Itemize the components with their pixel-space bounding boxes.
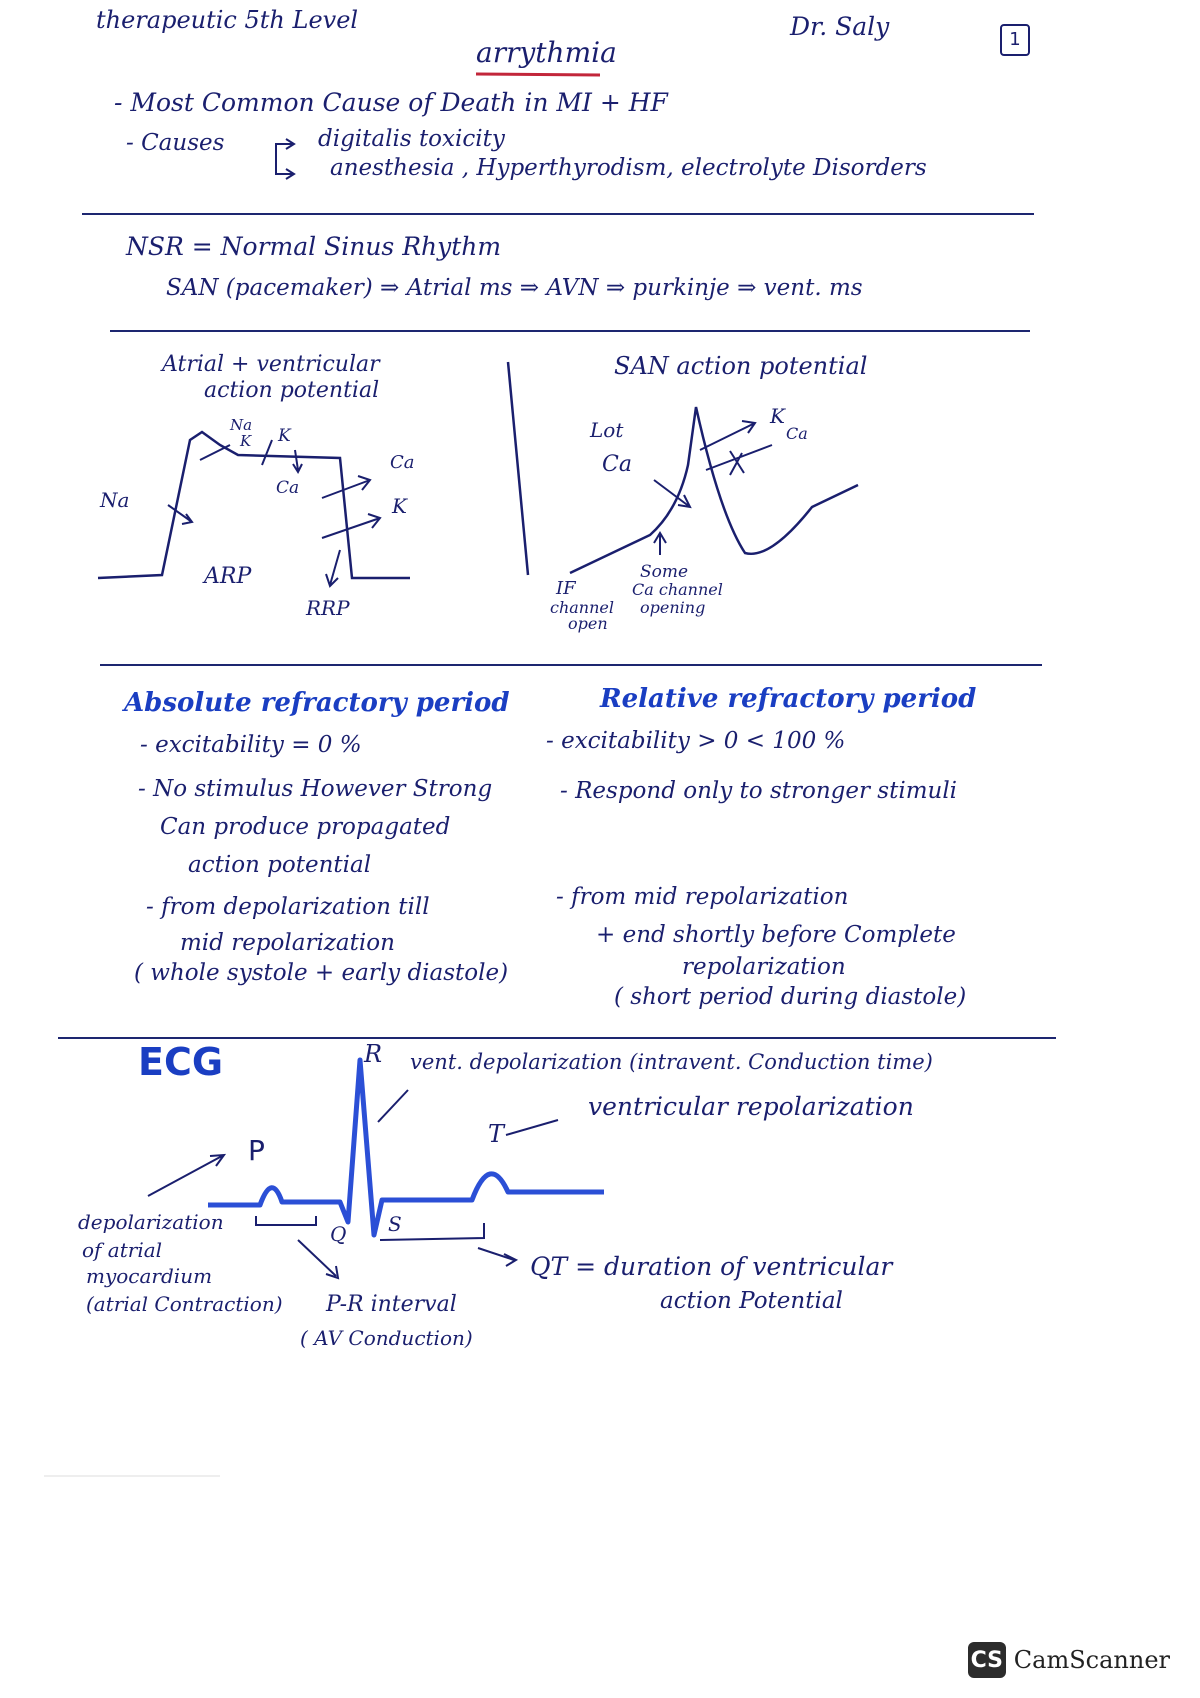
course-label: therapeutic 5th Level bbox=[96, 6, 359, 34]
diagram-label: RRP bbox=[306, 596, 350, 620]
atrial-ap-title: action potential bbox=[204, 378, 380, 403]
section-divider bbox=[82, 213, 1034, 215]
ecg-annotation: depolarization bbox=[78, 1210, 224, 1234]
diagram-label: Na bbox=[230, 416, 253, 434]
section-divider bbox=[100, 664, 1042, 666]
page-number: 1 bbox=[1009, 29, 1021, 50]
relative-item: - from mid repolarization bbox=[556, 884, 849, 910]
causes-bracket-icon bbox=[270, 134, 320, 182]
page-title: arrythmia bbox=[476, 36, 617, 69]
diagram-label: IF bbox=[556, 578, 576, 599]
ecg-annotation: action Potential bbox=[660, 1288, 843, 1314]
relative-refractory-heading: Relative refractory period bbox=[600, 684, 977, 714]
conduction-pathway: SAN (pacemaker) ⇒ Atrial ms ⇒ AVN ⇒ purkinje ⇒ vent. ms bbox=[166, 275, 863, 301]
diagram-label: Ca bbox=[602, 452, 632, 477]
scan-mark bbox=[44, 1474, 224, 1478]
diagram-label: Ca bbox=[786, 424, 808, 443]
ecg-annotation: (atrial Contraction) bbox=[86, 1292, 283, 1316]
absolute-item: action potential bbox=[188, 852, 372, 878]
relative-item: - excitability > 0 < 100 % bbox=[546, 728, 846, 754]
relative-item: - Respond only to stronger stimuli bbox=[560, 778, 958, 804]
diagram-label: K bbox=[770, 404, 785, 428]
diagram-label: K bbox=[278, 426, 291, 446]
absolute-item: ( whole systole + early diastole) bbox=[134, 960, 509, 986]
ecg-label: Q bbox=[330, 1222, 347, 1246]
nsr-definition: NSR = Normal Sinus Rhythm bbox=[126, 232, 502, 261]
diagram-separator bbox=[500, 360, 540, 580]
ecg-annotation: ventricular repolarization bbox=[588, 1092, 914, 1121]
ecg-label: R bbox=[364, 1040, 383, 1068]
diagram-label: Ca bbox=[390, 452, 415, 473]
causes-label: - Causes bbox=[126, 130, 225, 156]
atrial-action-potential-diagram bbox=[90, 410, 430, 610]
absolute-item: - excitability = 0 % bbox=[140, 732, 362, 758]
ecg-annotation: P-R interval bbox=[326, 1292, 457, 1317]
diagram-label: open bbox=[568, 614, 608, 633]
atrial-ap-title: Atrial + ventricular bbox=[162, 352, 380, 377]
author-label: Dr. Saly bbox=[790, 12, 890, 41]
absolute-item: - No stimulus However Strong bbox=[138, 776, 493, 802]
relative-item: ( short period during diastole) bbox=[614, 984, 967, 1010]
diagram-label: Lot bbox=[590, 418, 624, 442]
ecg-label: T bbox=[488, 1120, 505, 1148]
ecg-annotation: vent. depolarization (intravent. Conduction time) bbox=[410, 1050, 933, 1074]
diagram-label: opening bbox=[640, 598, 706, 617]
cause-item: anesthesia , Hyperthyrodism, electrolyte Disorders bbox=[330, 155, 927, 181]
diagram-label: Ca bbox=[276, 478, 300, 498]
intro-line: - Most Common Cause of Death in MI + HF bbox=[114, 88, 668, 117]
title-underline bbox=[474, 70, 604, 78]
absolute-item: Can produce propagated bbox=[160, 814, 451, 840]
relative-item: + end shortly before Complete bbox=[596, 922, 956, 948]
diagram-label: Ca channel bbox=[632, 580, 723, 599]
relative-item: repolarization bbox=[682, 954, 846, 980]
ecg-annotation: ( AV Conduction) bbox=[300, 1326, 473, 1350]
diagram-label: Some bbox=[640, 562, 689, 582]
ecg-annotation: myocardium bbox=[86, 1264, 213, 1288]
diagram-label: Na bbox=[100, 488, 130, 512]
absolute-item: mid repolarization bbox=[180, 930, 395, 956]
ecg-label: P bbox=[248, 1134, 265, 1167]
ecg-annotation: of atrial bbox=[82, 1238, 163, 1262]
diagram-label: ARP bbox=[204, 564, 252, 589]
ecg-label: S bbox=[388, 1212, 402, 1236]
absolute-item: - from depolarization till bbox=[146, 894, 430, 920]
section-divider bbox=[58, 1037, 1056, 1039]
camscanner-brand: CamScanner bbox=[1013, 1646, 1170, 1674]
ecg-annotation: QT = duration of ventricular bbox=[530, 1252, 893, 1281]
diagram-label: K bbox=[240, 432, 252, 450]
camscanner-watermark bbox=[968, 1642, 1170, 1678]
page-number-box bbox=[1000, 24, 1030, 56]
camscanner-logo-icon: CS bbox=[968, 1642, 1006, 1678]
diagram-label: channel bbox=[550, 598, 614, 617]
absolute-refractory-heading: Absolute refractory period bbox=[124, 688, 510, 718]
ecg-heading: ECG bbox=[138, 1040, 224, 1084]
san-ap-title: SAN action potential bbox=[614, 352, 868, 380]
cause-item: digitalis toxicity bbox=[318, 126, 505, 152]
section-divider bbox=[110, 330, 1030, 332]
diagram-label: K bbox=[392, 494, 407, 518]
